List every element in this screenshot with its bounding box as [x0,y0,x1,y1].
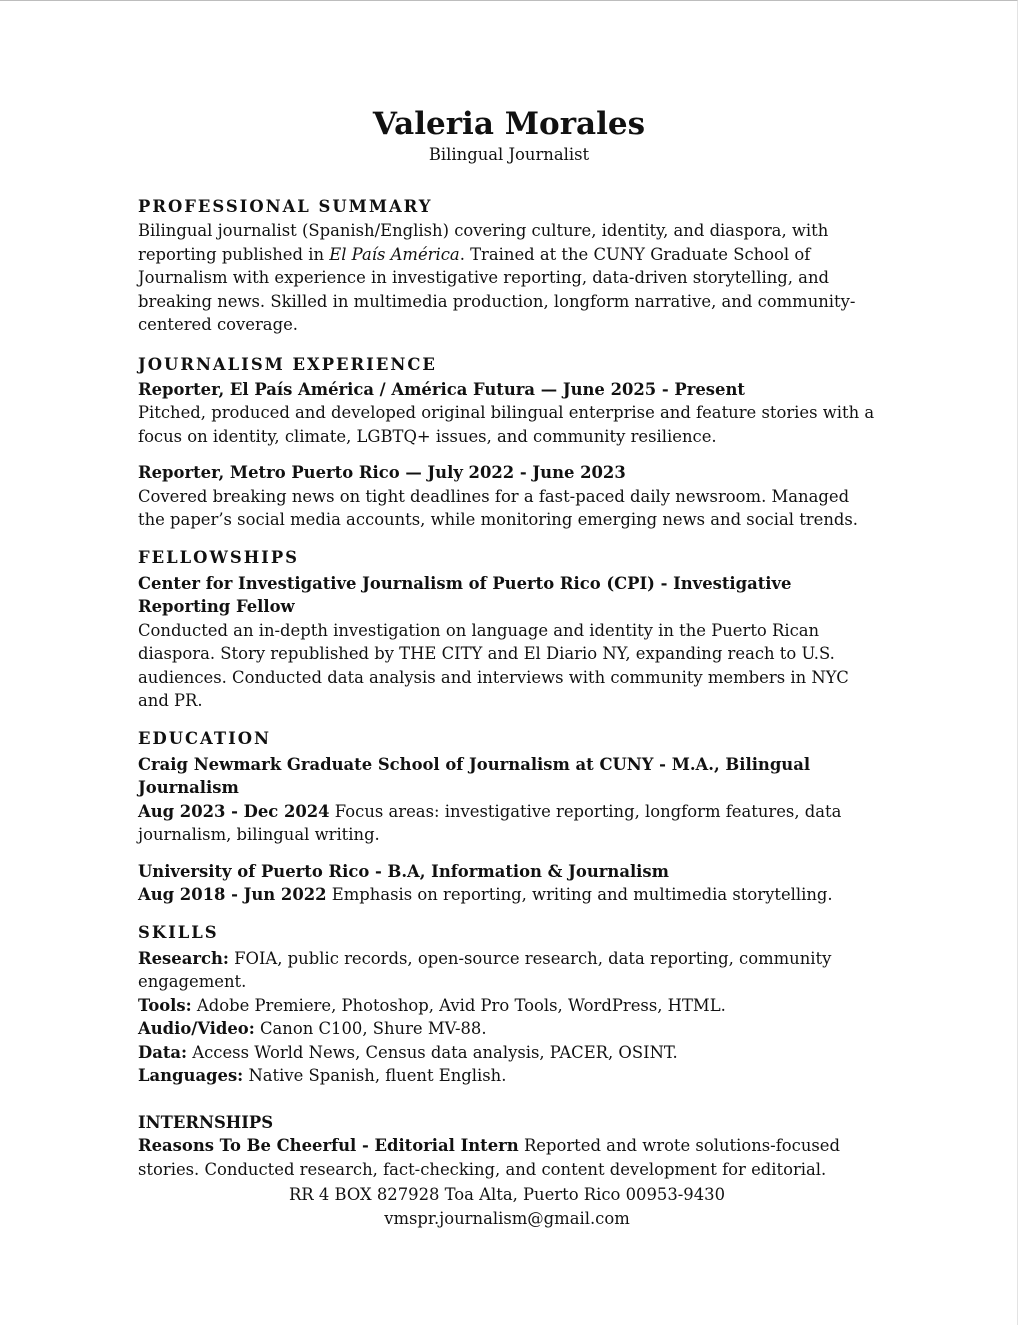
education-title: Craig Newmark Graduate School of Journalism at CUNY - M.A., Bilingual Journalism [138,754,811,797]
education-description: Focus areas: investigative reporting, longform features, data journalism, bilingual writing. [138,801,842,844]
experience-section [138,353,880,532]
summary-section [138,195,880,337]
fellowship-title: Center for Investigative Journalism of Puerto Rico (CPI) - Investigative Reporting Fellow [138,573,792,616]
experience-title: Reporter, El País América / América Futura — June 2025 - Present [138,379,745,399]
education-item [138,753,880,847]
skill-label: Data: [138,1042,188,1062]
experience-description: Covered breaking news on tight deadlines for a fast-paced daily newsroom. Managed the paper’s social media accounts, while monitoring emerging news and social trends. [138,486,858,529]
skill-line [138,1064,880,1088]
skill-value: Adobe Premiere, Photoshop, Avid Pro Tools, WordPress, HTML. [191,995,726,1015]
contact-footer [138,1183,876,1230]
education-item [138,860,880,907]
summary-heading: PROFESSIONAL SUMMARY [138,197,433,216]
skill-value: Canon C100, Shure MV-88. [254,1019,487,1038]
experience-item [138,461,880,532]
summary-outlet: El País América [329,244,460,264]
internship-title: Reasons To Be Cheerful - Editorial Intern [138,1136,519,1155]
contact-email: vmspr.journalism@gmail.com [384,1208,630,1228]
summary-text [138,219,880,337]
skills-heading: SKILLS [138,922,219,942]
education-heading: EDUCATION [138,728,271,748]
skill-label: Research: [138,948,229,968]
experience-item [138,378,880,449]
fellowship-description: Conducted an in-depth investigation on language and identity in the Puerto Rican diaspora. Story republished by THE CITY and El Diario NY, expanding reach to U.S. audiences. Conducted data analysis and interviews with community members in NYC and PR. [138,620,849,710]
experience-description: Pitched, produced and developed original bilingual enterprise and feature stories with a focus on identity, climate, LGBTQ+ issues, and community resilience. [138,403,875,446]
education-description: Emphasis on reporting, writing and multimedia storytelling. [326,885,833,904]
education-section [138,727,880,907]
skill-line [138,994,880,1018]
skill-label: Languages: [138,1066,244,1085]
summary-text-before: Bilingual journalist (Spanish/English) covering culture, identity, and diaspora, with reporting published in [138,221,829,264]
skill-label: Tools: [138,995,192,1015]
skill-value: Access World News, Census data analysis, PACER, OSINT. [187,1042,678,1062]
skill-value: Native Spanish, fluent English. [243,1066,507,1085]
contact-address: RR 4 BOX 827928 Toa Alta, Puerto Rico 00953-9430 [288,1185,726,1204]
skill-line [138,947,880,994]
resume-document [138,104,880,1181]
education-dates: Aug 2018 - Jun 2022 [138,885,327,904]
internships-heading: INTERNSHIPS [138,1112,274,1132]
internship-entry [138,1134,880,1181]
education-detail [138,883,880,907]
education-detail [138,800,880,847]
skill-line [138,1041,880,1065]
skills-section [138,921,880,1088]
skill-line [138,1017,880,1041]
education-title: University of Puerto Rico - B.A, Information & Journalism [138,861,669,881]
fellowships-section [138,546,880,713]
candidate-tagline: Bilingual Journalist [428,145,590,164]
internships-section [138,1111,880,1182]
fellowships-heading: FELLOWSHIPS [138,547,300,567]
education-dates: Aug 2023 - Dec 2024 [138,801,330,821]
experience-heading: JOURNALISM EXPERIENCE [138,354,437,374]
internship-description: Reported and wrote solutions-focused stories. Conducted research, fact-checking, and content development for editorial. [138,1136,840,1179]
summary-text-after: . Trained at the CUNY Graduate School of Journalism with experience in investigative reporting, data-driven storytelling, and breaking news. Skilled in multimedia production, longform narrative, and community-centered coverage. [138,244,856,334]
skill-label: Audio/Video: [138,1019,255,1038]
candidate-name: Valeria Morales [372,106,646,142]
skill-value: FOIA, public records, open-source research, data reporting, community engagement. [138,948,832,991]
experience-title: Reporter, Metro Puerto Rico — July 2022 - June 2023 [138,463,626,482]
